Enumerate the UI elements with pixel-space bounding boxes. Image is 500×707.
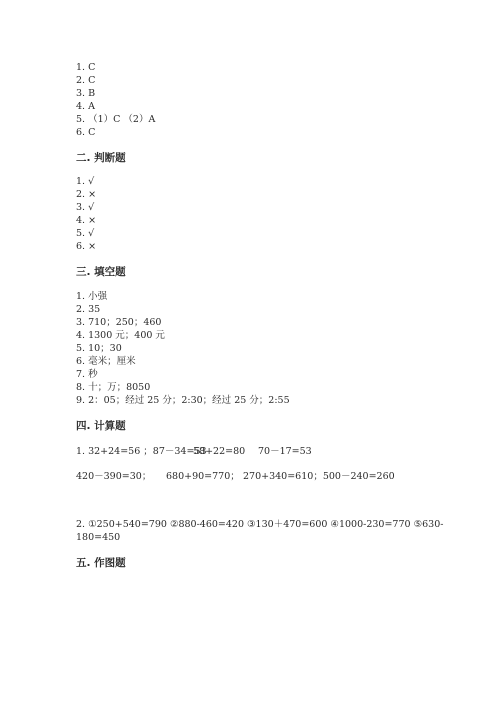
answer-line: 4. 1300 元；400 元	[76, 330, 165, 341]
answer-line: 2. C	[76, 75, 96, 86]
calc-cell: 420－390=30；	[76, 471, 152, 482]
answer-line: 1. C	[76, 62, 96, 73]
answer-line: 3. B	[76, 88, 96, 99]
answer-line: 4. ×	[76, 215, 97, 226]
answer-line: 3. 710；250；460	[76, 317, 162, 328]
calc-cell: 680+90=770；	[166, 471, 240, 482]
calc-cell: 270+340=610；500－240=260	[243, 471, 395, 482]
answer-line: 8. 十；万；8050	[76, 382, 151, 393]
answer-line: 6. C	[76, 127, 96, 138]
calc-cell: 70－17=53	[258, 446, 312, 457]
answer-line: 2. 35	[76, 304, 101, 315]
answer-line: 5. 10；30	[76, 343, 122, 354]
section-heading: 二. 判断题	[76, 152, 126, 164]
calc-cell: 1. 32+24=56 ；87－34=53	[76, 446, 207, 457]
calc-answer-line: 2. ①250+540=790 ②880-460=420 ③130＋470=600 ④1000-230=770 ⑤630-	[76, 519, 444, 530]
answer-line: 2. ×	[76, 189, 97, 200]
calc-answer-line: 180=450	[76, 532, 121, 543]
answer-line: 1. 小强	[76, 291, 108, 302]
calc-cell: 58+22=80	[193, 446, 246, 457]
answer-line: 4. A	[76, 101, 95, 112]
answer-line: 9. 2：05；经过 25 分；2:30；经过 25 分；2:55	[76, 395, 290, 406]
section-heading: 五. 作图题	[76, 557, 126, 569]
answer-line: 3. √	[76, 202, 95, 213]
answer-line: 6. ×	[76, 241, 97, 252]
answer-line: 5. （1）C （2）A	[76, 114, 156, 125]
answer-line: 5. √	[76, 228, 95, 239]
answer-line: 1. √	[76, 176, 95, 187]
answer-line: 6. 毫米；厘米	[76, 356, 136, 367]
answer-line: 7. 秒	[76, 369, 98, 380]
section-heading: 四. 计算题	[76, 420, 126, 432]
section-heading: 三. 填空题	[76, 266, 126, 278]
